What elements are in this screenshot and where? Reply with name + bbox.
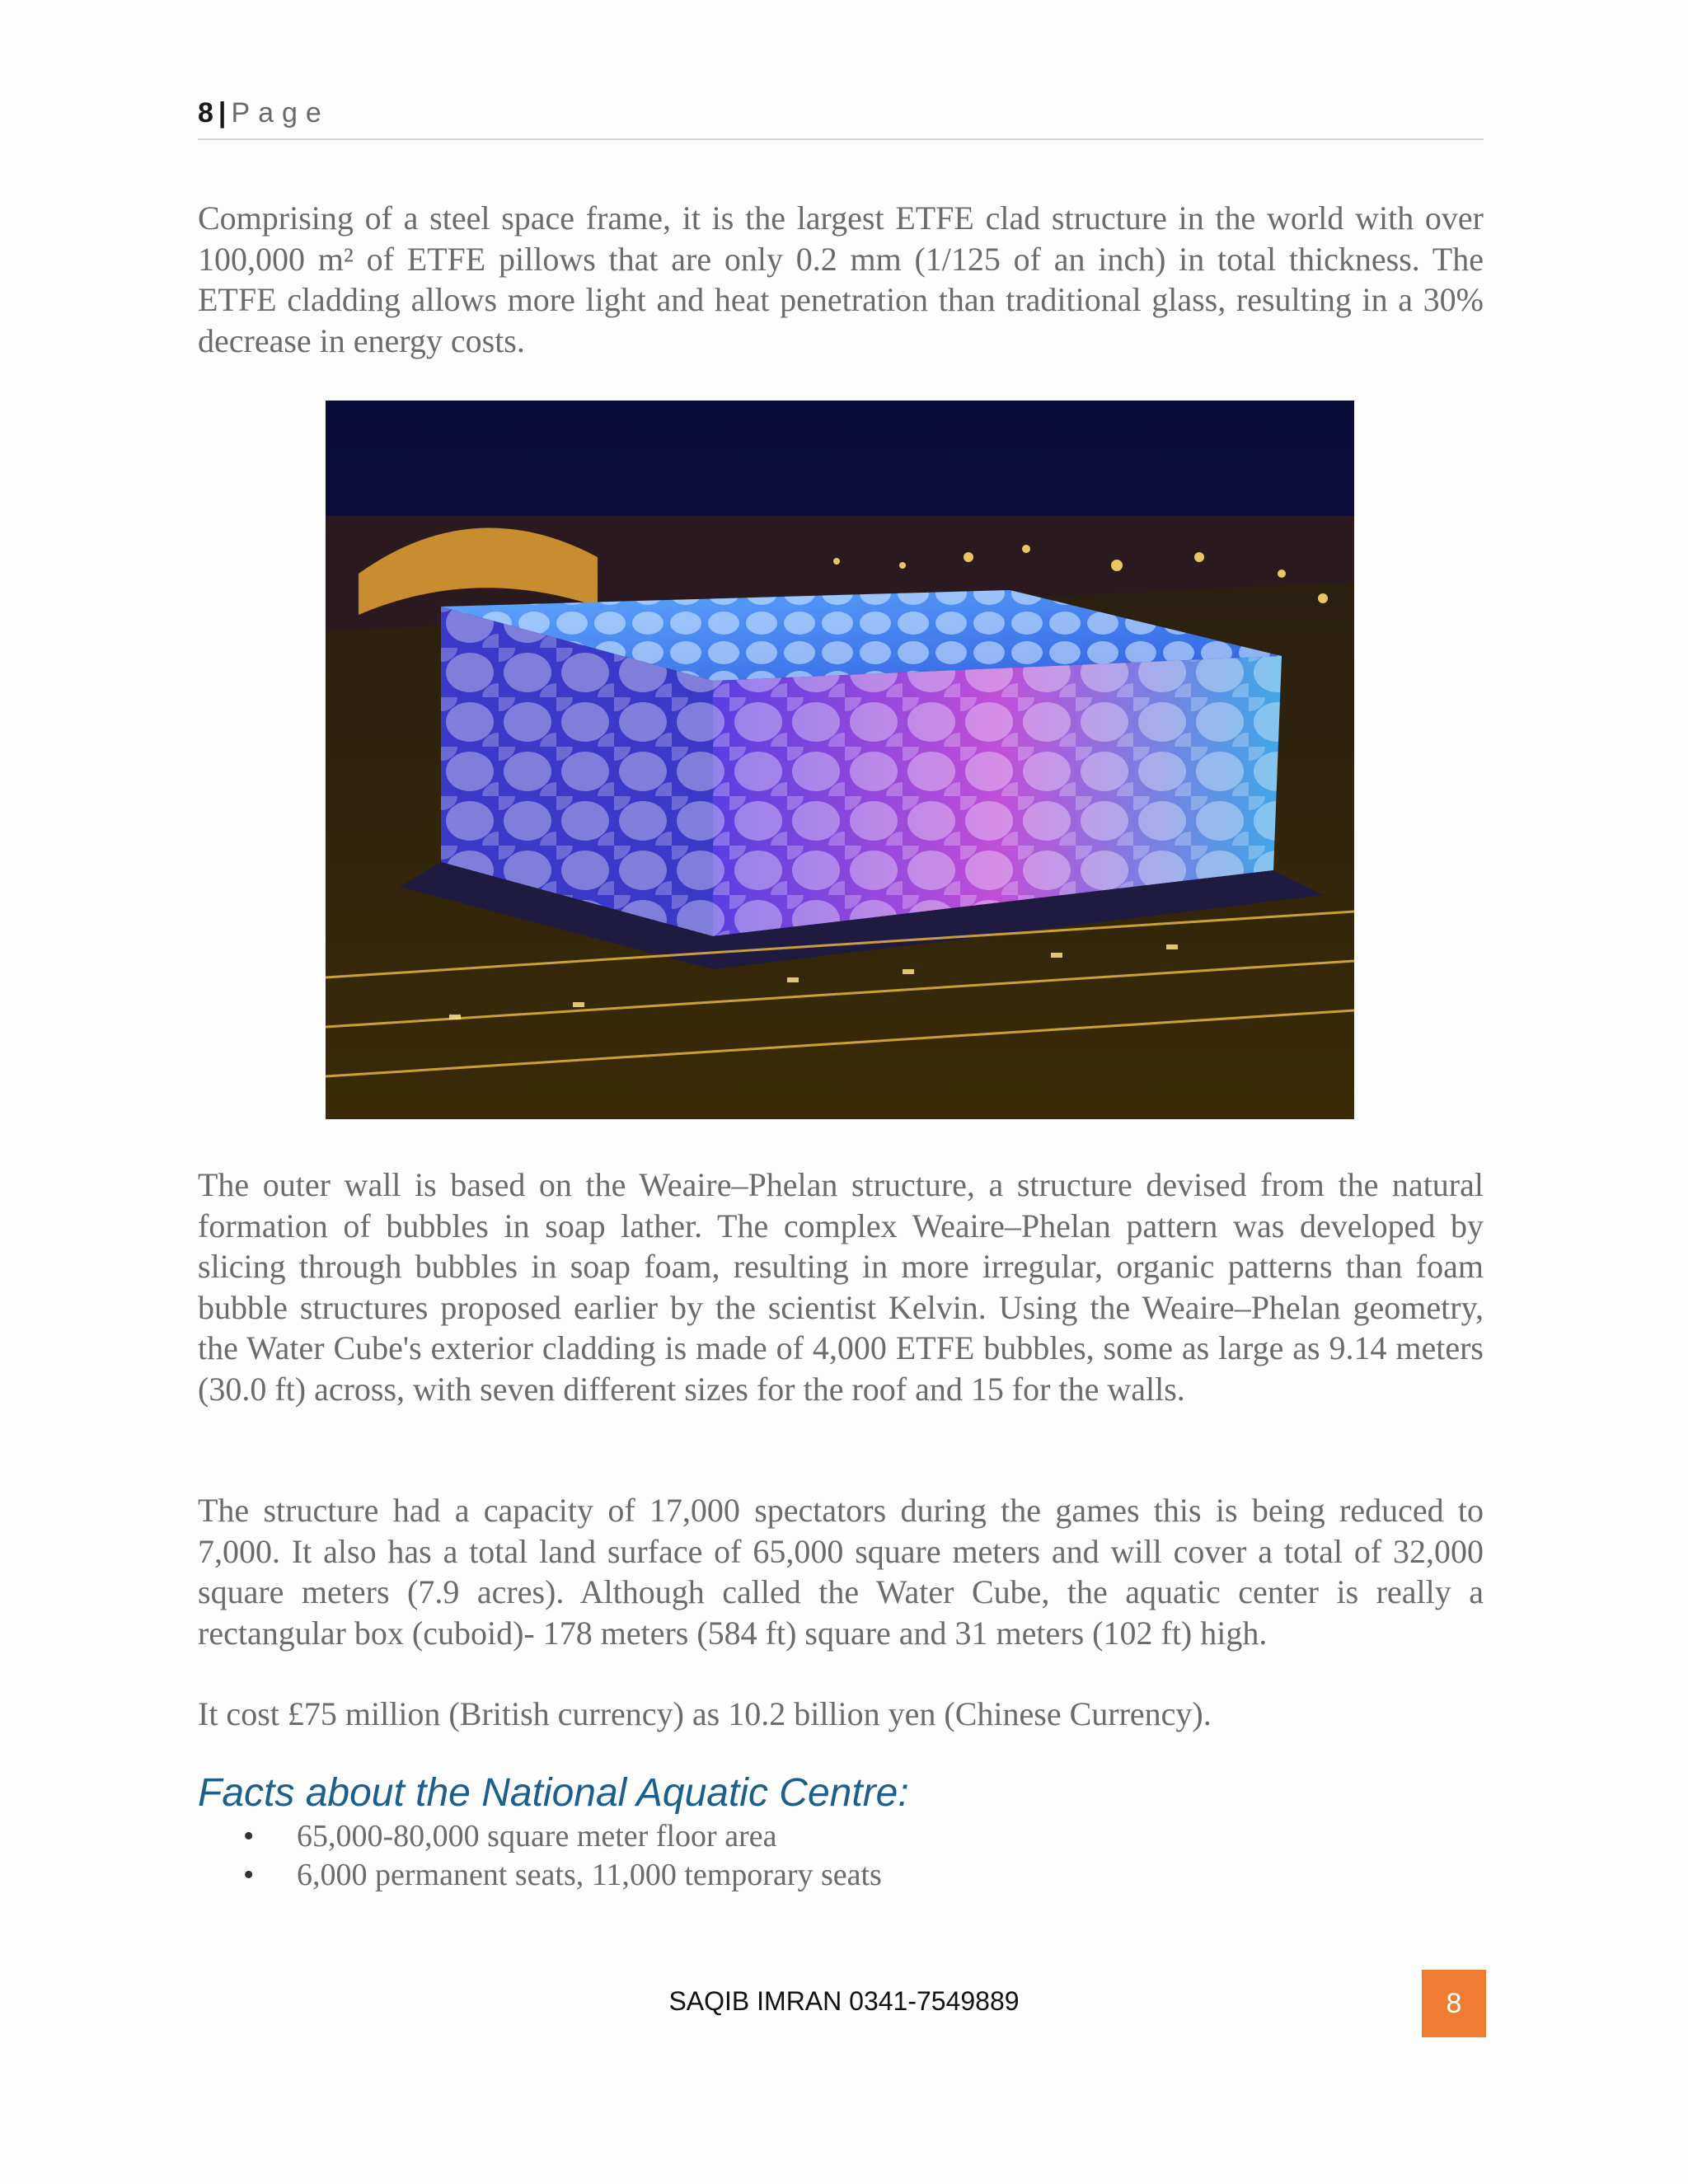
water-cube-photo [326, 401, 1354, 1119]
bullet-icon: • [243, 1858, 255, 1892]
paragraph-cost: It cost £75 million (British currency) as 10.2 billion yen (Chinese Currency). [198, 1695, 1212, 1732]
bullet-icon: • [243, 1819, 255, 1854]
list-item [198, 1856, 1434, 1895]
footer-author: SAQIB IMRAN 0341-7549889 [668, 1986, 1020, 2016]
page-number-badge: 8 [1422, 1970, 1486, 2037]
paragraph-weaire-phelan: The outer wall is based on the Weaire–Phelan structure, a structure devised from the natural formation of bubbles in soap lather. The complex Weaire–Phelan pattern was developed by slicing through bubbles in soap foam, resulting in more irregular, organic patterns than foam bubble structures proposed earlier by the scientist Kelvin. Using the Weaire–Phelan geometry, the Water Cube's exterior cladding is made of 4,000 ETFE bubbles, some as large as 9.14 meters (30.0 ft) across, with seven different sizes for the roof and 15 for the walls. [198, 1166, 1484, 1408]
fact-text: 6,000 permanent seats, 11,000 temporary seats [297, 1858, 882, 1892]
paragraph-etfe-cladding: Comprising of a steel space frame, it is the largest ETFE clad structure in the world with over 100,000 m² of ETFE pillows that are only 0.2 mm (1/125 of an inch) in total thickness. The ETFE cladding allows more light and heat penetration than traditional glass, resulting in a 30% decrease in energy costs. [198, 199, 1484, 359]
page-header [198, 97, 1484, 140]
header-separator: | [218, 97, 227, 129]
fact-text: 65,000-80,000 square meter floor area [297, 1819, 777, 1854]
facts-list [198, 1817, 1434, 1895]
header-page-number: 8 [198, 97, 213, 129]
facts-heading: Facts about the National Aquatic Centre: [198, 1771, 909, 1815]
paragraph-capacity: The structure had a capacity of 17,000 spectators during the games this is being reduced to 7,000. It also has a total land surface of 65,000 square meters and will cover a total of 32,000 square meters (7.9 acres). Although called the Water Cube, the aquatic center is really a rectangular box (cuboid)- 178 meters (584 ft) square and 31 meters (102 ft) high. [198, 1492, 1484, 1652]
header-page-word: Page [231, 97, 330, 129]
list-item [198, 1817, 1434, 1856]
